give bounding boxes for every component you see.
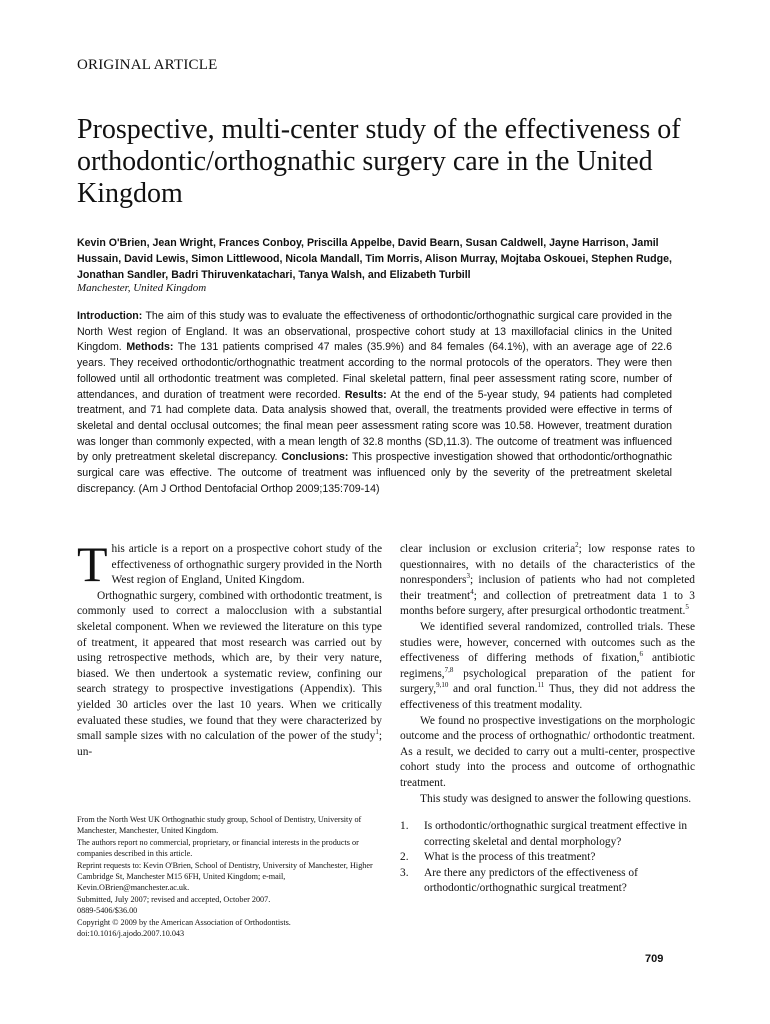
- abstract: [77, 309, 672, 497]
- footnote-conflict: The authors report no commercial, proprietary, or financial interests in the products or companies described in this article.: [77, 837, 359, 859]
- list-item: [400, 819, 695, 850]
- paragraph-text: We identified several randomized, controlled trials. These studies were, however, concerned with outcomes such as the effectiveness of differing methods of fixation,: [400, 620, 695, 665]
- question-text: What is the process of this treatment?: [424, 851, 596, 864]
- reference-marker[interactable]: 9,10: [436, 681, 449, 690]
- section-label: ORIGINAL ARTICLE: [77, 57, 218, 73]
- paragraph-text: We found no prospective investigations on the morphologic outcome and the process of orthognathic/ orthodontic treatment. As a result, we decided to carry out a multi-center, prospective cohort study into the process and outcome of orthognathic treatment.: [400, 714, 695, 789]
- paragraph-text: ; low response rates to questionnaires, with no details of the characteristics of the nonresponders: [400, 543, 695, 587]
- left-column: [77, 536, 382, 760]
- page-number: 709: [645, 953, 664, 965]
- reference-marker[interactable]: 6: [639, 650, 644, 659]
- paragraph-text: his article is a report on a prospective cohort study of the effectiveness of orthognathic surgery provided in the North West region of England, United Kingdom.: [111, 543, 382, 587]
- abstract-methods-text: The 131 patients comprised 47 males (35.9%) and 84 females (64.1%), with an average age of 22.6 years. They received orthodontic/orthognathic treatment according to the normal protocols of the operators. They were then followed until all orthodontic treatment was completed. Final skeletal pattern, final peer assessment rating score, number of attendances, and duration of treatment were recorded.: [77, 341, 672, 401]
- abstract-intro-text: The aim of this study was to evaluate the effectiveness of orthodontic/orthognathic surgical care provided in the North West region of England. It was an observational, prospective cohort study at 13 maxillofacial clinics in the United Kingdom.: [77, 310, 672, 354]
- affiliation: Manchester, United Kingdom: [77, 282, 207, 294]
- footnote-doi[interactable]: doi:10.1016/j.ajodo.2007.10.043: [77, 929, 185, 939]
- paragraph-text: Orthognathic surgery, combined with orthodontic treatment, is commonly used to correct a malocclusion with a substantial skeletal component. When we reviewed the literature on this type of treatment, it appeared that most research was carried out by using retrospective methods, which are, by their very nature, biased. We then undertook a systematic review, confining our search strategy to prospective investigations (Appendix). This yielded 30 articles over the last 10 years. When we critically evaluated these studies, we found that they were characterized by small sample sizes with no calculation of the power of the study: [77, 589, 382, 743]
- reference-marker[interactable]: 3: [466, 572, 470, 581]
- question-number: 1.: [400, 820, 409, 833]
- paragraph-text: psychological preparation of the patient for surgery,: [400, 667, 695, 696]
- question-text: Are there any predictors of the effectiveness of orthodontic/orthognathic surgical treatment?: [424, 866, 638, 895]
- question-list: [400, 819, 695, 897]
- right-column: [400, 542, 695, 897]
- paragraph-text: clear inclusion or exclusion criteria: [400, 543, 576, 555]
- abstract-conclusions-text: This prospective investigation showed that orthodontic/orthognathic surgical care was effective. The outcome of treatment was influenced only by the severity of the pretreatment skeletal discrepancy.: [77, 451, 672, 495]
- author-list: Kevin O'Brien, Jean Wright, Frances Conboy, Priscilla Appelbe, David Bearn, Susan Caldwell, Jayne Harrison, Jamil Hussain, David Lewis, Simon Littlewood, Nicola Mandall, Tim Morris, Alison Murray, Mojtaba Oskouei, Stephen Rudge, Jonathan Sandler, Badri Thiruvenkatachari, Tanya Walsh, and Elizabeth Turbill: [77, 237, 672, 282]
- reference-marker[interactable]: 4: [470, 587, 474, 596]
- paragraph-text: ; un-: [77, 730, 382, 758]
- reference-marker[interactable]: 7,8: [444, 665, 454, 674]
- paragraph-text: ; inclusion of patients who had not completed their treatment: [400, 574, 695, 602]
- abstract-results-label: Results:: [344, 388, 387, 401]
- body-paragraph: [400, 542, 695, 620]
- reference-marker[interactable]: 1: [375, 728, 379, 737]
- body-paragraph: [77, 589, 382, 761]
- abstract-methods-label: Methods:: [126, 341, 174, 354]
- paragraph-text: Thus, they did not address the effectiveness of this treatment modality.: [400, 683, 695, 711]
- abstract-intro-label: Introduction:: [77, 310, 143, 322]
- reference-marker[interactable]: 2: [575, 541, 579, 550]
- paragraph-text: This study was designed to answer the following questions.: [420, 792, 692, 805]
- paragraph-text: antibiotic regimens,: [400, 652, 695, 680]
- body-paragraph: [77, 536, 382, 592]
- reference-marker[interactable]: 5: [685, 603, 689, 612]
- abstract-results-text: At the end of the 5-year study, 94 patients had completed treatment, and 71 had complete data. Data analysis showed that, overall, the treatments provided were effective in terms of skeletal and dental occlusal outcomes; the final mean peer assessment rating score was 10.58. However, treatment duration was longer than commonly expected, with a mean length of 32.8 months (SD,11.3). The outcome of treatment was influenced by only pretreatment skeletal discrepancy.: [77, 388, 673, 464]
- footnote-from: From the North West UK Orthognathic study group, School of Dentistry, University of Manchester, Manchester, United Kingdom.: [77, 815, 362, 836]
- body-paragraph: [400, 792, 695, 808]
- body-paragraph: [400, 620, 695, 714]
- footnote-issn: 0889-5406/$36.00: [77, 906, 138, 916]
- abstract-conclusions-label: Conclusions:: [281, 451, 349, 464]
- paragraph-text: ; and collection of pretreatment data 1 to 3 months before surgery, after presurgical orthodontic treatment.: [400, 589, 695, 618]
- body-paragraph: [400, 714, 695, 792]
- abstract-citation: (Am J Orthod Dentofacial Orthop 2009;135:709-14): [138, 482, 380, 495]
- question-number: 3.: [400, 866, 409, 879]
- footnotes: [77, 814, 382, 939]
- reference-marker[interactable]: 11: [537, 681, 545, 690]
- paragraph-text: and oral function.: [448, 683, 538, 696]
- question-number: 2.: [400, 851, 409, 864]
- article-title: Prospective, multi-center study of the effectiveness of orthodontic/orthognathic surgery care in the United Kingdom: [77, 114, 681, 209]
- drop-cap: T: [77, 536, 108, 592]
- list-item: [400, 866, 695, 897]
- footnote-reprint: Reprint requests to: Kevin O'Brien, School of Dentistry, University of Manchester, Higher Cambridge St, Manchester M15 6FH, United Kingdom; e-mail, Kevin.OBrien@manchester.ac.uk.: [77, 860, 373, 893]
- question-text: Is orthodontic/orthognathic surgical treatment effective in correcting skeletal and dental morphology?: [424, 820, 688, 848]
- footnote-copyright: Copyright © 2009 by the American Association of Orthodontists.: [77, 917, 291, 927]
- list-item: [400, 850, 695, 866]
- footnote-submitted: Submitted, July 2007; revised and accepted, October 2007.: [77, 894, 271, 904]
